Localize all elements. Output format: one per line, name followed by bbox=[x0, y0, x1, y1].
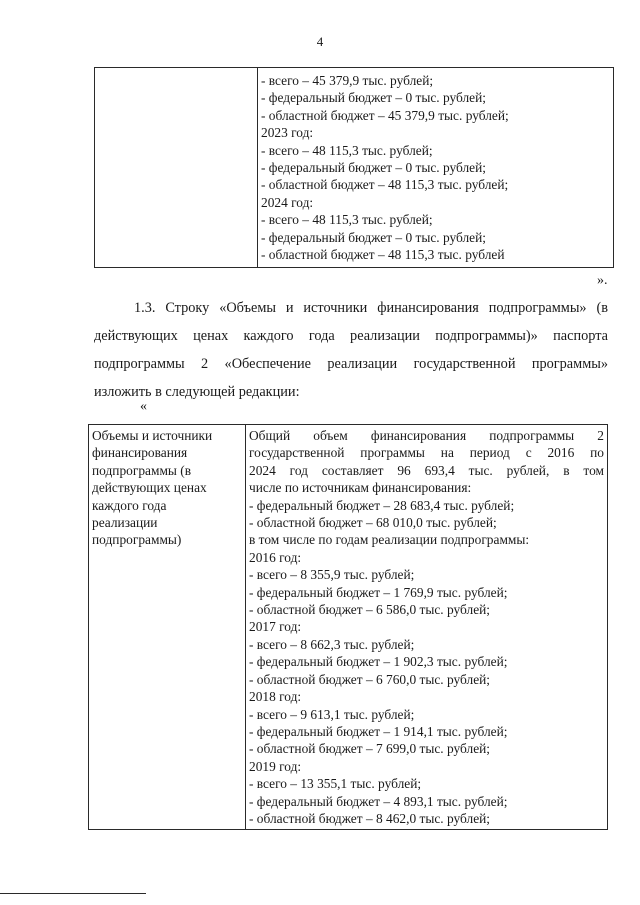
opening-quote: « bbox=[140, 399, 147, 414]
funding-line: - федеральный бюджет – 1 914,1 тыс. рублей; bbox=[249, 723, 508, 739]
funding-line: - областной бюджет – 6 586,0 тыс. рублей; bbox=[249, 602, 491, 618]
funding-line: - областной бюджет – 48 115,3 тыс. рублей bbox=[261, 247, 505, 263]
label-line: подпрограммы (в bbox=[92, 462, 192, 478]
funding-line: - всего – 48 115,3 тыс. рублей; bbox=[261, 212, 433, 228]
funding-line: - областной бюджет – 68 010,0 тыс. рублей; bbox=[249, 515, 497, 531]
funding-line: - областной бюджет – 48 115,3 тыс. рублей; bbox=[261, 177, 509, 193]
funding-line: - областной бюджет – 6 760,0 тыс. рублей; bbox=[249, 671, 491, 687]
funding-table-new bbox=[88, 424, 608, 830]
funding-line: - федеральный бюджет – 0 тыс. рублей; bbox=[261, 229, 486, 245]
table-cell-funding-details bbox=[246, 425, 608, 830]
paragraph-line: изложить в следующей редакции: bbox=[94, 384, 300, 400]
year-heading: 2023 год: bbox=[261, 125, 314, 141]
table-row bbox=[95, 68, 614, 268]
funding-line: - всего – 8 355,9 тыс. рублей; bbox=[249, 567, 415, 583]
funding-line: - федеральный бюджет – 0 тыс. рублей; bbox=[261, 90, 486, 106]
funding-line: - областной бюджет – 45 379,9 тыс. рублей; bbox=[261, 107, 509, 123]
summary-line: государственной программы на период с 2016 по bbox=[249, 445, 604, 461]
funding-line: - областной бюджет – 7 699,0 тыс. рублей; bbox=[249, 741, 491, 757]
label-line: реализации bbox=[92, 515, 158, 531]
paragraph-line: 1.3. Строку «Объемы и источники финансирования подпрограммы» (в bbox=[134, 300, 608, 316]
funding-line: в том числе по годам реализации подпрограммы: bbox=[249, 532, 530, 548]
label-line: подпрограммы) bbox=[92, 532, 182, 548]
year-heading: 2016 год: bbox=[249, 549, 302, 565]
table-cell-funding-details bbox=[258, 68, 614, 268]
funding-line: - федеральный бюджет – 0 тыс. рублей; bbox=[261, 160, 486, 176]
footnote-divider bbox=[0, 893, 146, 894]
funding-line: - всего – 45 379,9 тыс. рублей; bbox=[261, 73, 434, 88]
amendment-paragraph bbox=[94, 294, 608, 406]
year-heading: 2019 год: bbox=[249, 758, 302, 774]
year-heading: 2024 год: bbox=[261, 194, 314, 210]
table-cell-label bbox=[89, 425, 246, 830]
funding-line: - федеральный бюджет – 4 893,1 тыс. рублей; bbox=[249, 793, 508, 809]
label-line: действующих ценах bbox=[92, 480, 207, 496]
funding-line: числе по источникам финансирования: bbox=[249, 480, 472, 496]
funding-line: - федеральный бюджет – 1 902,3 тыс. рублей; bbox=[249, 654, 508, 670]
funding-line: - областной бюджет – 8 462,0 тыс. рублей; bbox=[249, 810, 491, 826]
label-line: финансирования bbox=[92, 445, 188, 461]
funding-line: - всего – 8 662,3 тыс. рублей; bbox=[249, 636, 415, 652]
funding-line: - всего – 13 355,1 тыс. рублей; bbox=[249, 776, 422, 792]
funding-line: - всего – 9 613,1 тыс. рублей; bbox=[249, 706, 415, 722]
funding-line: - федеральный бюджет – 28 683,4 тыс. рублей; bbox=[249, 497, 515, 513]
label-line: каждого года bbox=[92, 497, 167, 513]
summary-line: Общий объем финансирования подпрограммы 2 bbox=[249, 428, 604, 443]
table-row bbox=[89, 425, 608, 830]
page-number: 4 bbox=[316, 34, 324, 49]
label-line: Объемы и источники bbox=[92, 428, 213, 443]
table-cell-label-empty bbox=[95, 68, 258, 268]
summary-line: 2024 год составляет 96 693,4 тыс. рублей, в том bbox=[249, 462, 604, 478]
paragraph-line: действующих ценах каждого года реализации подпрограммы)» паспорта bbox=[94, 328, 608, 344]
paragraph-line: подпрограммы 2 «Обеспечение реализации государственной программы» bbox=[94, 356, 608, 372]
funding-line: - федеральный бюджет – 1 769,9 тыс. рублей; bbox=[249, 584, 508, 600]
funding-table-continued bbox=[94, 67, 614, 268]
year-heading: 2018 год: bbox=[249, 689, 302, 705]
funding-line: - всего – 48 115,3 тыс. рублей; bbox=[261, 142, 433, 158]
closing-quote: ». bbox=[597, 273, 608, 288]
year-heading: 2017 год: bbox=[249, 619, 302, 635]
